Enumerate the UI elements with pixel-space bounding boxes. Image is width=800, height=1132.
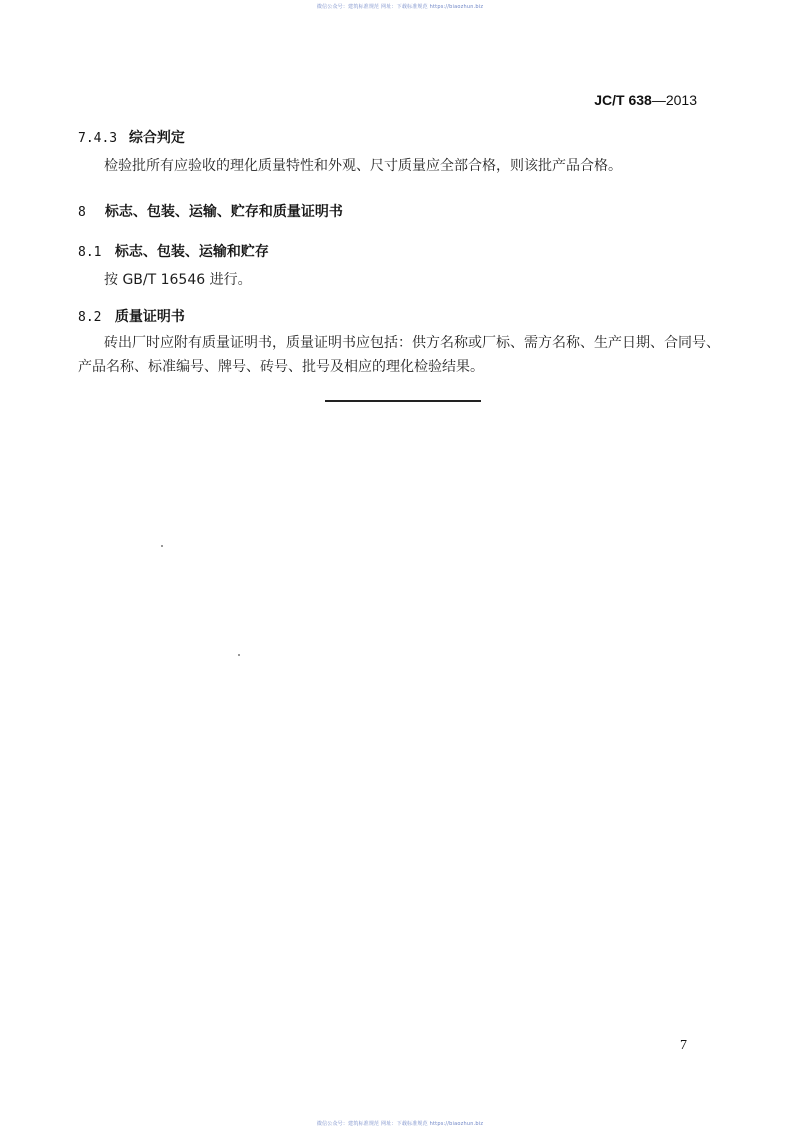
page-number: 7 [680, 1038, 687, 1053]
standard-code-year: —2013 [651, 92, 697, 108]
section-number: 8.1 [78, 245, 102, 260]
section-7-4-3-text: 检验批所有应验收的理化质量特性和外观、尺寸质量应全部合格，则该批产品合格。 [104, 158, 622, 174]
section-8-2-heading [78, 306, 185, 326]
section-8-2-text-line1: 砖出厂时应附有质量证明书，质量证明书应包括：供方名称或厂标、需方名称、生产日期、合同号、 [104, 335, 720, 351]
scan-speck [238, 654, 240, 656]
standard-code [594, 92, 697, 108]
section-8-1-heading [78, 241, 269, 261]
section-title: 质量证明书 [114, 309, 185, 325]
section-title: 综合判定 [128, 130, 185, 146]
section-title: 标志、包装、运输和贮存 [114, 244, 269, 260]
watermark-top: 微信公众号：建筑标准规范 网址：下载标准规范 https://biaozhun.biz [316, 4, 484, 10]
section-number: 7.4.3 [78, 131, 118, 146]
watermark-bottom: 微信公众号：建筑标准规范 网址：下载标准规范 https://biaozhun.biz [316, 1121, 484, 1127]
scan-speck [161, 545, 163, 547]
section-number: 8 [78, 205, 86, 220]
section-number: 8.2 [78, 310, 102, 325]
section-8-heading [78, 201, 343, 221]
end-of-document-rule [325, 400, 481, 402]
section-8-2-text-line2: 产品名称、标准编号、牌号、砖号、批号及相应的理化检验结果。 [78, 359, 484, 375]
section-7-4-3-heading [78, 127, 185, 147]
standard-code-main: JC/T 638 [594, 92, 652, 108]
section-8-1-text: 按 GB/T 16546 进行。 [104, 272, 252, 288]
section-title: 标志、包装、运输、贮存和质量证明书 [104, 204, 343, 220]
